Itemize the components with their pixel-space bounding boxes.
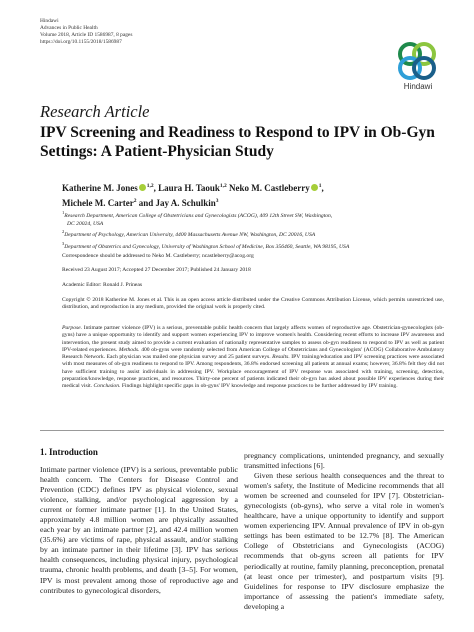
author-list: Katherine M. Jones $^{1,2}$, Laura H. Taouk$^{1,2}$ Neko M. Castleberry $^1$, Michele M. Carter$^2$ and Jay A. Schulkin$^3$: [62, 183, 324, 208]
abstract-conclusion: Findings highlight specific gaps in ob-gyns' IPV knowledge and response practices to be further addressed by IPV training.: [120, 383, 398, 390]
orcid-icon[interactable]: [139, 184, 146, 191]
academic-editor: Academic Editor: Ronald J. Prineas: [62, 282, 143, 288]
hindawi-logo-text: Hindawi: [403, 82, 433, 91]
abstract-conclusion-label: Conclusion.: [93, 383, 121, 390]
abstract: [62, 325, 444, 391]
doi-link[interactable]: https://doi.org/10.1155/2018/1586987: [40, 39, 122, 45]
abstract-methods: 400 ob-gyns were randomly selected from American College of Obstetricians and Gynecologists' (ACOG) Collaborative Ambulatory Research Network. Each physician was mailed one physician survey and 25 patient surveys.: [62, 346, 444, 361]
intro-paragraph-2: Given these serious health consequences and the threat to women's safety, the Institute of Medicine recommends that all women be screened and counseled for IPV [7]. Obstetrician-gynecologists (ob-gyns), who serve a vital role in women's healthcare, have a unique opportunity to identify and support women experiencing IPV. Annual prevalence of IPV in ob-gyn settings has been estimated to be 12.7% [8]. The American College of Obstetricians and Gynecologists (ACOG) recommends that ob-gyns screen all patients for IPV periodically at routine, family planning, preconception, prenatal (at least once per trimester), and postpartum visits [9]. Guidelines for response to IPV disclosure emphasize the importance of assessing the patient's immediate safety, developing a: [244, 471, 444, 611]
journal-name: Advances in Public Health: [40, 25, 98, 31]
affiliation-item: $^2$Department of Psychology, American University, 4400 Massachusetts Avenue NW, Washington, DC 20016, USA: [62, 229, 316, 239]
journal-meta: [40, 18, 132, 46]
article-dates: Received 23 August 2017; Accepted 27 December 2017; Published 24 January 2018: [62, 267, 251, 273]
publisher-name: Hindawi: [40, 18, 59, 24]
orcid-icon[interactable]: [311, 184, 318, 191]
affiliation-item: $^1$Research Department, American College of Obstetricians and Gynecologists (ACOG), 409 12th Street SW, Washington,: [62, 210, 333, 219]
intro-paragraph-1: Intimate partner violence (IPV) is a serious, preventable public health concern. The Centers for Disease Control and Prevention (CDC) defines IPV as physical violence, sexual violence, stalking, and/or psychological aggression by a current or former intimate partner [1]. In the United States, approximately 4.8 million women are physically assaulted each year by an intimate partner [2], and 42.4 million women (35.6%) are victims of rape, physical assault, and/or stalking by an intimate partner in their lifetime [3]. IPV has serious health consequences, including physical injury, psychological trauma, chronic health problems, and death [3–5]. For women, IPV is most prevalent among those of reproductive age and contributes to gynecological disorders,: [40, 465, 238, 595]
affiliation-item: $^3$Department of Obstetrics and Gynecology, University of Washington School of Medicine, Box 356460, Seattle, WA 98195, USA: [62, 240, 350, 250]
article-type: Research Article: [40, 102, 150, 121]
abstract-purpose-label: Purpose.: [62, 325, 83, 331]
author-affiliation-marker: 1,2: [146, 183, 154, 189]
author-name: Laura H. Taouk: [158, 183, 220, 193]
author-affiliation-marker: 1,2: [219, 183, 227, 189]
affiliations: [62, 209, 444, 251]
author-name: Michele M. Carter: [62, 197, 134, 208]
abstract-results: IPV training/education and IPV screening practices were associated with most measures of ob-gyn readiness to respond to IPV. Among respondents, 36.8% endorsed screening all patients at annual exams; however, 36.8% felt they did not have sufficient training to assist individuals in addressing IPV. Workplace encouragement of IPV response was associated with training, screening, detection, preparation/knowledge, response practices, and resources. Thirty-one percent of patients indicated their ob-gyn has asked about possible IPV experiences during their medical visit.: [62, 354, 444, 390]
author-affiliation-marker: 2: [133, 197, 137, 204]
abstract-methods-label: Methods.: [118, 346, 140, 353]
body-column-left: [40, 465, 238, 596]
copyright-notice: Copyright © 2018 Katherine M. Jones et al. This is an open access article distributed under the Creative Commons Attribution License, which permits unrestricted use, distribution, and reproduction in any medium, provided the original work is properly cited.: [62, 297, 444, 311]
abstract-results-label: Results.: [272, 354, 290, 361]
correspondence: Correspondence should be addressed to Neko M. Castleberry; ncastleberry@acog.org: [62, 253, 254, 259]
author-name: Neko M. Castleberry: [229, 183, 310, 193]
author-name: and Jay A. Schulkin: [138, 197, 216, 208]
volume-line: Volume 2018, Article ID 1586987, 8 pages: [40, 32, 133, 38]
abstract-purpose: Intimate partner violence (IPV) is a serious, preventable public health concern that largely affects women of reproductive age. Obstetrician-gynecologists (ob-gyns) have a unique opportunity to identify and support women experiencing IPV to improve women's health. Considering recent efforts to increase IPV awareness and intervention, the present study aimed to provide a current evaluation of nationally representative samples to assess ob-gyn readiness to respond to IPV as well as patient IPV-related experiences.: [62, 325, 444, 353]
body-column-right: [244, 451, 444, 612]
section-heading-introduction: 1. Introduction: [40, 447, 98, 457]
author-affiliation-marker: 3: [215, 197, 219, 204]
intro-paragraph-1-continued: pregnancy complications, unintended pregnancy, and sexually transmitted infections [6].: [244, 451, 444, 471]
divider: [40, 430, 444, 431]
affiliation-item-continued: DC 20024, USA: [67, 220, 104, 227]
author-affiliation-marker: 1: [318, 183, 322, 189]
hindawi-logo-icon: [394, 38, 440, 84]
article-title: IPV Screening and Readiness to Respond to IPV in Ob-Gyn Settings: A Patient-Physician Study: [40, 124, 435, 160]
author-name: Katherine M. Jones: [62, 183, 138, 193]
